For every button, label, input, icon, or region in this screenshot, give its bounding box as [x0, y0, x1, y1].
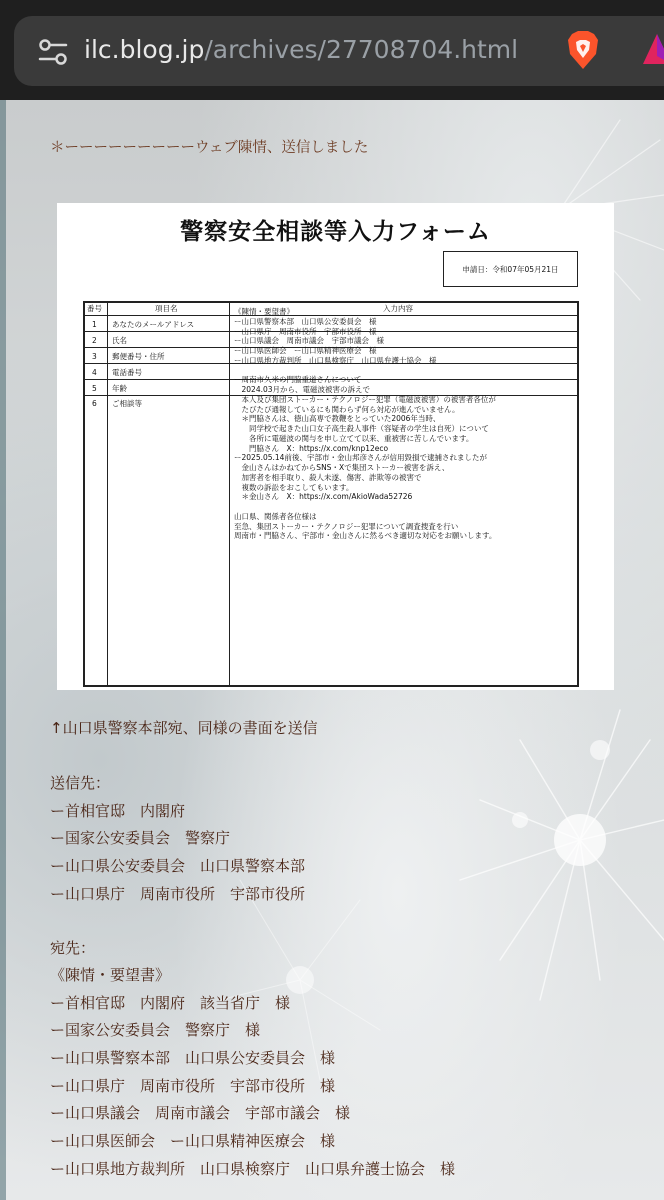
addressed-to-item: ー山口県医師会 ー山口県精神医療会 様 [50, 1132, 336, 1150]
content-line: ー山口県庁 周南市役所 宇部市役所 様 [234, 326, 377, 336]
url-path: /archives/27708704.html [204, 35, 519, 64]
submission-notice: ＊ーーーーーーーーーウェブ陳情、送信しました [50, 140, 369, 156]
row-label: 年齢 [112, 384, 127, 393]
content-line: ー山口県議会 周南市議会 宇部市議会 様 [234, 336, 384, 346]
content-line: 2024.03月から、電磁波被害の訴えで [234, 385, 371, 394]
addressed-to-title: 宛先： [50, 939, 96, 957]
table-rule [83, 301, 85, 687]
content-line: 同学校で起きた山口女子高生殺人事件（容疑者の学生は自死）について [234, 424, 489, 433]
sent-to-item: ー首相官邸 内閣府 [50, 802, 186, 820]
url-domain: ilc.blog.jp [84, 35, 205, 64]
content-line: ー山口県医師会 ー山口県精神医療会 様 [234, 346, 377, 355]
browser-toolbar [0, 0, 664, 100]
addressed-to-item: ー首相官邸 内閣府 該当省庁 様 [50, 994, 291, 1012]
row-number: 3 [92, 352, 97, 361]
content-line: 《陳情・要望書》 [234, 307, 294, 316]
row-label: 電話番号 [112, 368, 142, 377]
url-text[interactable] [84, 35, 518, 64]
form-title: 警察安全相談等入力フォーム [180, 218, 491, 245]
content-line: ー山口県地方裁判所 山口県検察庁 山口県弁護士協会 様 [234, 355, 437, 365]
row-label: 郵便番号・住所 [112, 352, 165, 361]
content-line: ー山口県警察本部 山口県公安委員会 様 [234, 316, 377, 326]
content-line: ＊門脇さんは、徳山高専で教鞭をとっていた2006年当時、 [234, 414, 441, 424]
content-line: 門脇さん X：https://x.com/knp12eco [234, 443, 389, 453]
row-label: ご相談等 [112, 399, 142, 408]
addressed-to-item: ー山口県警察本部 山口県公安委員会 様 [50, 1049, 336, 1067]
header-content: 入力内容 [383, 304, 413, 313]
addressed-to-item: 《陳情・要望書》 [50, 966, 171, 984]
content-line: 山口県、関係者各位様は [234, 511, 317, 521]
sent-to-item: ー山口県公安委員会 山口県警察本部 [50, 857, 306, 875]
consultation-form-image [57, 203, 614, 690]
sent-to-item: ー国家公安委員会 警察庁 [50, 829, 231, 847]
row-number: 6 [92, 399, 97, 408]
content-line: 本人及び集団ストーカー・テクノロジー犯罪（電磁波被害）の被害者各位が [234, 394, 496, 404]
addressed-to-item: ー国家公安委員会 警察庁 様 [50, 1021, 261, 1039]
content-line: たびたび通報しているにも関わらず何ら対応が進んでいません。 [234, 404, 460, 414]
content-line: 各所に電磁波の関与を申し立てて以来、重被害に苦しんでいます。 [234, 433, 474, 443]
content-line [234, 502, 496, 512]
header-number: 番号 [87, 304, 102, 313]
content-line: 金山さんはかねてからSNS・Xで集団ストーカー被害を訴え、 [234, 463, 450, 472]
row-number: 4 [92, 368, 97, 377]
content-line: ー2025.05.14前後、宇部市・金山邦彦さんが信用毀損で逮捕されましたが [234, 453, 487, 463]
sent-to-item: ー山口県庁 周南市役所 宇部市役所 [50, 885, 306, 903]
addressed-to-item: ー山口県議会 周南市議会 宇部市議会 様 [50, 1104, 351, 1122]
content-line: 複数の訴訟をおこしてもいます。 [234, 482, 354, 492]
header-item: 項目名 [155, 304, 178, 313]
row-number: 1 [92, 320, 97, 329]
image-caption: ↑山口県警察本部宛、同様の書面を送信 [50, 719, 318, 737]
content-line: 至急、集団ストーカー・テクノロジー犯罪について調査捜査を行い [234, 521, 459, 531]
table-rule [107, 301, 108, 687]
site-settings-icon[interactable] [38, 38, 68, 66]
brave-shields-icon[interactable] [566, 30, 600, 70]
sent-to-title: 送信先： [50, 774, 111, 792]
content-line [234, 366, 496, 376]
table-rule [83, 301, 579, 303]
form-date-box: 申請日：令和07年05月21日 [443, 251, 578, 287]
content-line: 加害者を相手取り、殺人未遂、傷害、詐欺等の被害で [234, 472, 422, 482]
content-line: ＊金山さん X：https://x.com/AkioWada52726 [234, 492, 413, 502]
row-label: あなたのメールアドレス [112, 320, 195, 329]
row-number: 2 [92, 336, 97, 345]
table-rule [577, 301, 579, 687]
row-label: 氏名 [112, 336, 127, 345]
form-content-text [234, 307, 496, 541]
addressed-to-item: ー山口県地方裁判所 山口県検察庁 山口県弁護士協会 様 [50, 1160, 456, 1178]
row-number: 5 [92, 384, 97, 393]
content-line: ー周南市久米の門脇重道さんについて [234, 375, 362, 385]
table-rule [83, 685, 579, 687]
content-line: 周南市・門脇さん、宇部市・金山さんに然るべき適切な対応をお願いします。 [234, 531, 497, 541]
page-content [0, 100, 664, 1200]
table-rule [229, 301, 230, 687]
addressed-to-item: ー山口県庁 周南市役所 宇部市役所 様 [50, 1077, 336, 1095]
brave-rewards-icon[interactable] [642, 32, 664, 68]
